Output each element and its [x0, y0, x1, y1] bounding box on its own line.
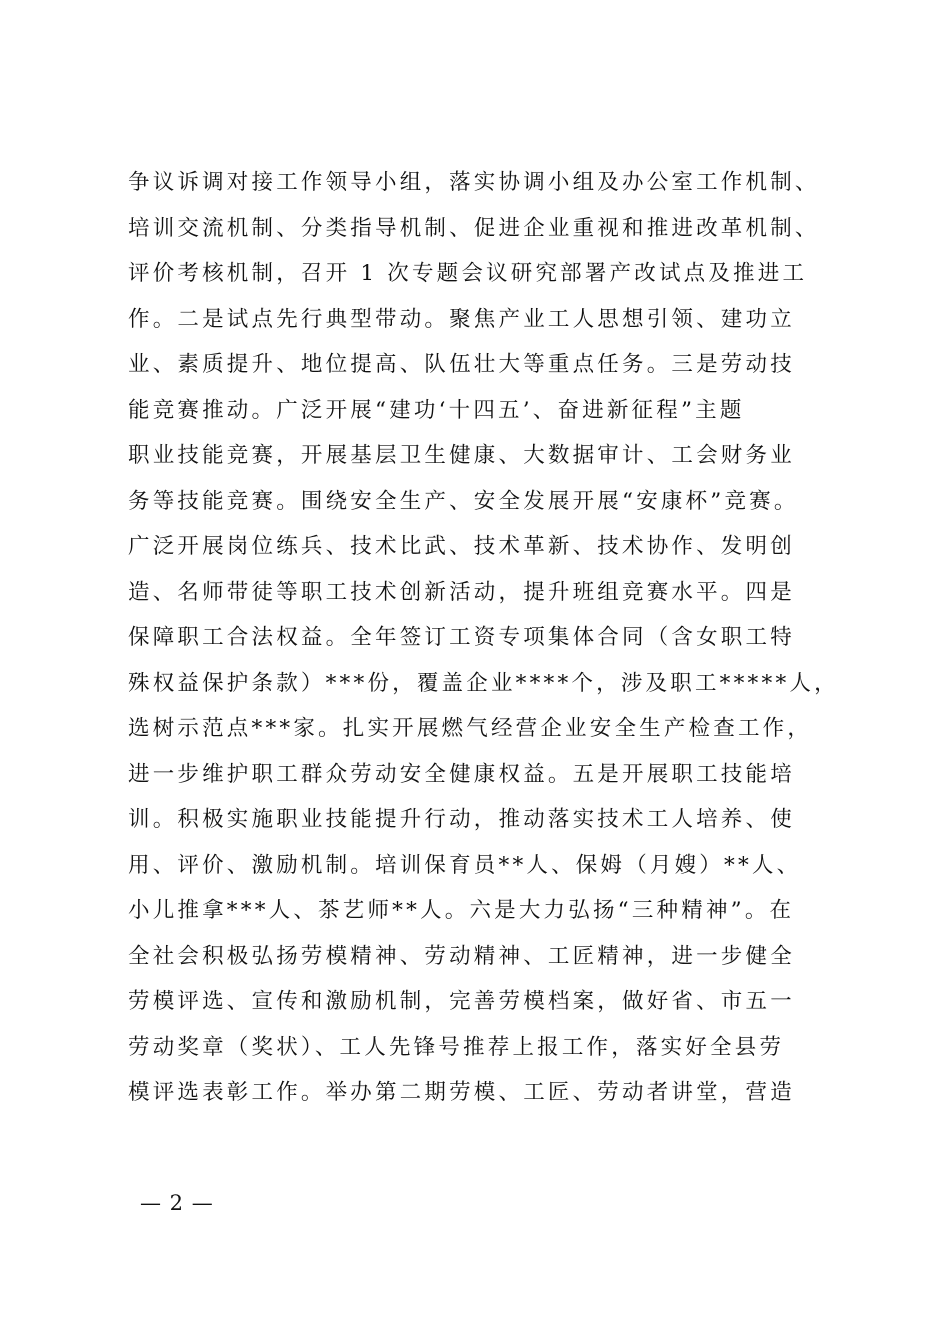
- page-number: — 2 —: [140, 1191, 214, 1215]
- text-line: 用、评价、激励机制。培训保育员**人、保姆（月嫂）**人、: [128, 852, 802, 878]
- text-line: 争议诉调对接工作领导小组，落实协调小组及办公室工作机制、: [128, 170, 820, 195]
- text-line: 进一步维护职工群众劳动安全健康权益。五是开展职工技能培: [128, 761, 795, 787]
- text-line: 职业技能竞赛，开展基层卫生健康、大数据审计、工会财务业: [128, 443, 795, 468]
- text-line: 能竞赛推动。广泛开展“建功‘十四五’、奋进新征程”主题: [128, 397, 745, 423]
- text-line: 小儿推拿***人、茶艺师**人。六是大力弘扬“三种精神”。在: [128, 898, 795, 923]
- text-line: 殊权益保护条款）***份，覆盖企业****个，涉及职工*****人，: [128, 670, 839, 696]
- body-paragraph: [128, 160, 858, 1116]
- text-line: 培训交流机制、分类指导机制、促进企业重视和推进改革机制、: [128, 215, 820, 241]
- text-line: 训。积极实施职业技能提升行动，推动落实技术工人培养、使: [128, 807, 795, 832]
- text-line: 评价考核机制，召开 1 次专题会议研究部署产改试点及推进工: [128, 261, 808, 286]
- text-line: 全社会积极弘扬劳模精神、劳动精神、工匠精神，进一步健全: [128, 943, 795, 969]
- text-line: 务等技能竞赛。围绕安全生产、安全发展开展“安康杯”竞赛。: [128, 488, 799, 514]
- text-line: 劳模评选、宣传和激励机制，完善劳模档案，做好省、市五一: [128, 989, 795, 1014]
- text-line: 选树示范点***家。扎实开展燃气经营企业安全生产检查工作，: [128, 716, 813, 741]
- text-line: 业、素质提升、地位提高、队伍壮大等重点任务。三是劳动技: [128, 352, 795, 377]
- text-line: 造、名师带徒等职工技术创新活动，提升班组竞赛水平。四是: [128, 579, 795, 605]
- text-line: 保障职工合法权益。全年签订工资专项集体合同（含女职工特: [128, 625, 795, 650]
- text-line: 模评选表彰工作。举办第二期劳模、工匠、劳动者讲堂，营造: [128, 1080, 795, 1105]
- text-line: 劳动奖章（奖状）、工人先锋号推荐上报工作，落实好全县劳: [128, 1034, 785, 1060]
- text-line: 作。二是试点先行典型带动。聚焦产业工人思想引领、建功立: [128, 306, 795, 332]
- text-line: 广泛开展岗位练兵、技术比武、技术革新、技术协作、发明创: [128, 534, 795, 559]
